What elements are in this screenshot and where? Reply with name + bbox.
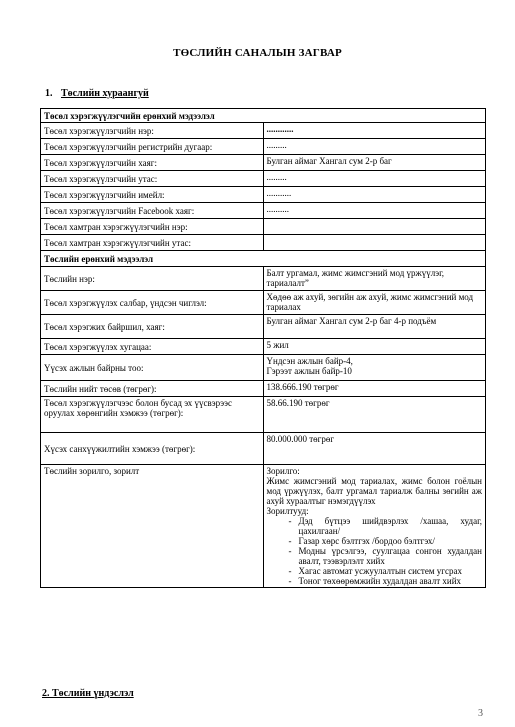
row-value: 5 жил xyxy=(263,339,486,355)
row-label: Төслийн нэр: xyxy=(41,267,264,291)
table-row xyxy=(41,155,486,171)
section-2-heading: 2. Төслийн үндэслэл xyxy=(42,688,134,699)
table-row xyxy=(41,267,486,291)
row-value: ............ xyxy=(263,123,486,139)
goal-heading: Зорилго: xyxy=(266,466,300,476)
row-value: ......... xyxy=(263,139,486,155)
list-item: - Модны үрсэлгээ, суулгацаа сонгон худалдан авалт, тээвэрлэлт хийх xyxy=(288,546,482,566)
row-label: Төсөл хэрэгжүүлэх хугацаа: xyxy=(41,339,264,355)
objective-text: Тоног төхөөрөмжийн худалдан авалт хийх xyxy=(298,576,462,586)
row-value: Булган аймаг Хангал сум 2-р баг 4-р подъём xyxy=(263,315,486,339)
table-row xyxy=(41,291,486,315)
applicant-info-header-row xyxy=(41,109,486,123)
table-row xyxy=(41,219,486,235)
row-label: Төслийн нийт төсөв (төгрөг): xyxy=(41,381,264,397)
section-1-title: Төслийн хураангуй xyxy=(61,88,149,99)
list-item: - Тоног төхөөрөмжийн худалдан авалт хийх xyxy=(288,576,462,586)
row-value xyxy=(263,219,486,235)
row-label: Хүсэх санхүүжилтийн хэмжээ (төгрөг): xyxy=(41,433,264,465)
project-summary-table xyxy=(40,108,486,588)
row-label: Үүсэх ажлын байрны тоо: xyxy=(41,355,264,381)
table-row xyxy=(41,381,486,397)
row-value: Хөдөө аж ахуй, зөгийн аж ахуй, жимс жимсгэний мод тариалах xyxy=(263,291,486,315)
goals-label: Төслийн зорилго, зорилт xyxy=(41,465,264,588)
table-row xyxy=(41,315,486,339)
row-value: 80.000.000 төгрөг xyxy=(263,433,486,465)
row-label: Төсөл хэрэгжүүлэгчийн утас: xyxy=(41,171,264,187)
table-row xyxy=(41,203,486,219)
goals-row xyxy=(41,465,486,588)
goals-cell xyxy=(263,465,486,588)
row-label: Төсөл хэрэгжүүлэх салбар, үндсэн чиглэл: xyxy=(41,291,264,315)
table-row xyxy=(41,139,486,155)
row-label: Төсөл хэрэгжих байршил, хаяг: xyxy=(41,315,264,339)
row-value: Булган аймаг Хангал сум 2-р баг xyxy=(263,155,486,171)
goal-text: Жимс жимсгэний мод тариалах, жимс болон гоёлын мод үржүүлэх, балт ургамал тариалж балны зөгийн аж ахуй хураалтыг нэмэгдүүлэх xyxy=(266,476,482,506)
row-value: ........... xyxy=(263,187,486,203)
list-item: - Хагас автомат усжуулалтын систем угсрах xyxy=(288,566,462,576)
table-row xyxy=(41,355,486,381)
section-1-number: 1. xyxy=(45,88,53,99)
row-label: Төсөл хэрэгжүүлэгчээс болон бусад эх үүсвэрээс оруулах хөрөнгийн хэмжээ (төгрөг): xyxy=(41,397,264,433)
objective-text: Газар хөрс бэлтгэх /бордоо бэлтгэх/ xyxy=(298,536,435,546)
row-label: Төсөл хамтран хэрэгжүүлэгчийн нэр: xyxy=(41,219,264,235)
table-row xyxy=(41,171,486,187)
objective-text: Дэд бүтцээ шийдвэрлэх /хашаа, худаг, цахилгаан/ xyxy=(298,516,482,536)
list-item: - Газар хөрс бэлтгэх /бордоо бэлтгэх/ xyxy=(288,536,435,546)
applicant-info-header: Төсөл хэрэгжүүлэгчийн ерөнхий мэдээлэл xyxy=(41,109,486,123)
row-label: Төсөл хэрэгжүүлэгчийн Facebook хаяг: xyxy=(41,203,264,219)
row-value: .......... xyxy=(263,203,486,219)
table-row xyxy=(41,235,486,251)
table-row xyxy=(41,397,486,433)
row-value: Үндсэн ажлын байр-4, Гэрээт ажлын байр-10 xyxy=(263,355,486,381)
page-number: 3 xyxy=(478,708,483,719)
row-label: Төсөл хэрэгжүүлэгчийн имейл: xyxy=(41,187,264,203)
row-value: 58.66.190 төгрөг xyxy=(263,397,486,433)
list-item: - Дэд бүтцээ шийдвэрлэх /хашаа, худаг, цахилгаан/ xyxy=(288,516,482,536)
table-row xyxy=(41,123,486,139)
objectives-list xyxy=(267,516,483,586)
section-1-heading xyxy=(45,88,149,99)
row-label: Төсөл хэрэгжүүлэгчийн регистрийн дугаар: xyxy=(41,139,264,155)
objective-text: Модны үрсэлгээ, суулгацаа сонгон худалдан авалт, тээвэрлэлт хийх xyxy=(298,546,482,566)
table-row xyxy=(41,433,486,465)
project-info-header-row xyxy=(41,251,486,267)
row-label: Төсөл хамтран хэрэгжүүлэгчийн утас: xyxy=(41,235,264,251)
table-row xyxy=(41,187,486,203)
row-value: Балт ургамал, жимс жимсгэний мод үржүүлэг, тариалалт” xyxy=(263,267,486,291)
project-info-header: Төслийн ерөнхий мэдээлэл xyxy=(41,251,486,267)
objectives-heading: Зорилтууд: xyxy=(266,506,309,516)
row-value xyxy=(263,235,486,251)
row-label: Төсөл хэрэгжүүлэгчийн нэр: xyxy=(41,123,264,139)
row-value: 138.666.190 төгрөг xyxy=(263,381,486,397)
table-row xyxy=(41,339,486,355)
document-title: ТӨСЛИЙН САНАЛЫН ЗАГВАР xyxy=(173,47,342,59)
row-label: Төсөл хэрэгжүүлэгчийн хаяг: xyxy=(41,155,264,171)
objective-text: Хагас автомат усжуулалтын систем угсрах xyxy=(298,566,462,576)
row-value: ......... xyxy=(263,171,486,187)
